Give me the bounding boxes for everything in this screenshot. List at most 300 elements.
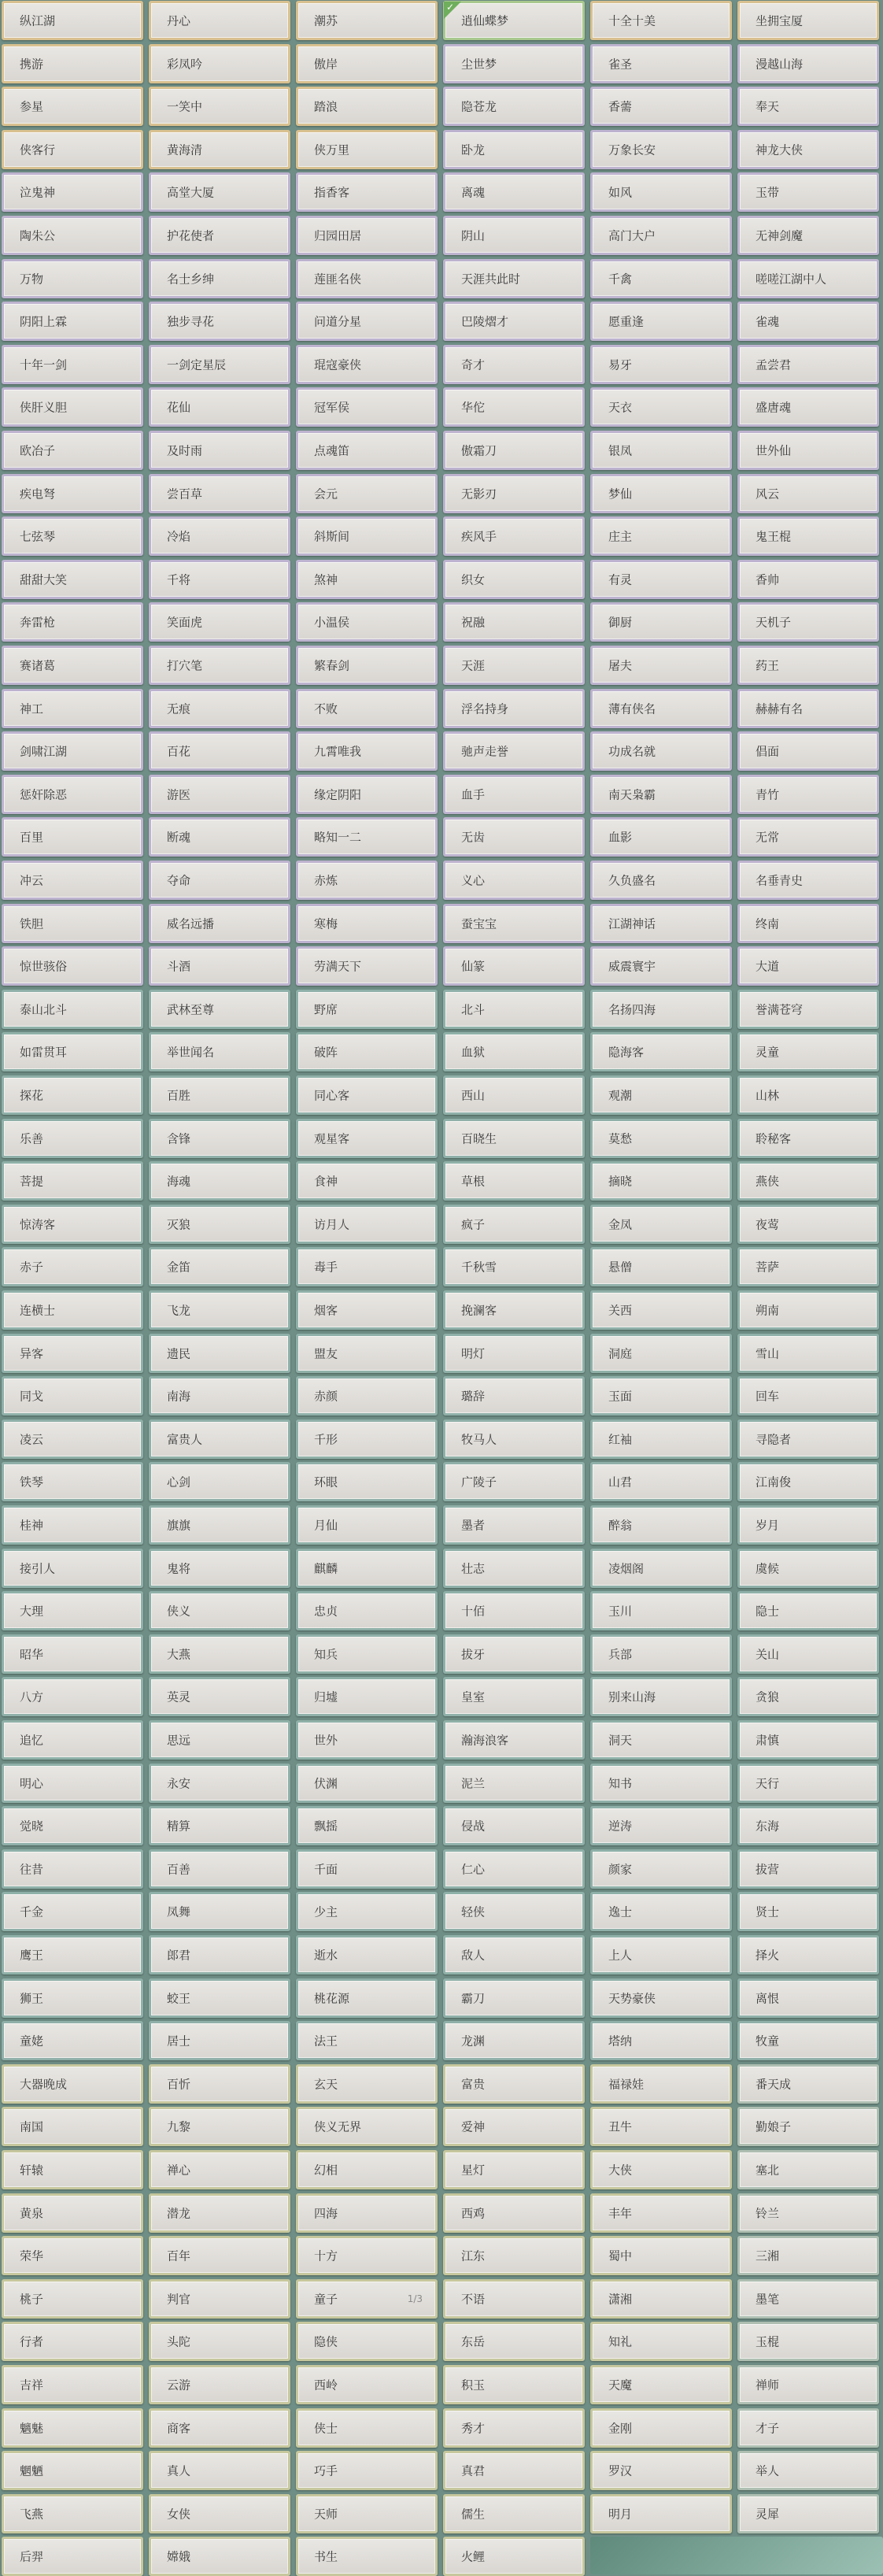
title-tile[interactable] [149, 387, 290, 427]
title-tile[interactable] [296, 1462, 438, 1501]
title-tile[interactable] [149, 2408, 290, 2448]
title-tile[interactable] [737, 216, 879, 255]
title-tile[interactable] [2, 1, 143, 40]
title-tile[interactable] [149, 516, 290, 556]
title-tile[interactable] [443, 1205, 585, 1244]
title-tile[interactable] [2, 2365, 143, 2404]
title-tile[interactable] [443, 1075, 585, 1115]
title-tile[interactable] [443, 1677, 585, 1716]
title-tile[interactable] [590, 1505, 732, 1545]
title-tile[interactable] [149, 216, 290, 255]
title-tile[interactable] [2, 1290, 143, 1330]
title-tile[interactable] [443, 2322, 585, 2361]
title-tile[interactable] [2, 2494, 143, 2533]
title-tile[interactable] [443, 87, 585, 126]
title-tile[interactable] [296, 2064, 438, 2104]
title-tile[interactable] [2, 1549, 143, 1588]
title-tile[interactable] [737, 1677, 879, 1716]
title-tile[interactable] [296, 2365, 438, 2404]
title-tile[interactable] [590, 302, 732, 341]
title-tile[interactable] [296, 345, 438, 384]
title-tile[interactable] [443, 861, 585, 900]
title-tile[interactable] [2, 345, 143, 384]
title-tile[interactable] [443, 775, 585, 814]
title-tile[interactable] [149, 2451, 290, 2490]
title-tile[interactable] [737, 1205, 879, 1244]
title-tile[interactable] [2, 2236, 143, 2275]
title-tile[interactable] [2, 2408, 143, 2448]
title-tile[interactable] [443, 1978, 585, 2018]
title-tile[interactable] [2, 1505, 143, 1545]
title-tile[interactable] [2, 2021, 143, 2060]
title-tile[interactable] [737, 2408, 879, 2448]
title-tile[interactable] [590, 2021, 732, 2060]
title-tile[interactable] [443, 516, 585, 556]
title-tile[interactable] [443, 1549, 585, 1588]
title-tile[interactable] [296, 1849, 438, 1889]
title-tile[interactable] [443, 172, 585, 212]
title-tile[interactable] [590, 1376, 732, 1416]
title-tile[interactable] [296, 1032, 438, 1071]
title-tile[interactable] [2, 1376, 143, 1416]
title-tile[interactable] [590, 431, 732, 470]
title-tile[interactable] [590, 1205, 732, 1244]
title-tile[interactable] [590, 1419, 732, 1459]
title-tile[interactable] [590, 2064, 732, 2104]
title-tile[interactable] [149, 2322, 290, 2361]
title-tile[interactable] [296, 1720, 438, 1760]
title-tile[interactable] [443, 1119, 585, 1158]
title-tile[interactable] [737, 1, 879, 40]
title-tile[interactable] [296, 1290, 438, 1330]
title-tile[interactable] [296, 2150, 438, 2189]
title-tile[interactable] [149, 1634, 290, 1674]
title-tile[interactable] [2, 259, 143, 298]
title-tile[interactable] [149, 560, 290, 599]
title-tile[interactable] [590, 775, 732, 814]
title-tile[interactable] [296, 560, 438, 599]
title-tile[interactable] [590, 2322, 732, 2361]
title-tile[interactable] [149, 1677, 290, 1716]
title-tile[interactable] [149, 1892, 290, 1931]
title-tile[interactable] [2, 1419, 143, 1459]
title-tile[interactable] [2, 1032, 143, 1071]
title-tile[interactable] [443, 689, 585, 728]
title-tile[interactable] [737, 946, 879, 986]
title-tile[interactable] [737, 2494, 879, 2533]
title-tile[interactable] [737, 1419, 879, 1459]
title-tile[interactable] [296, 387, 438, 427]
title-tile[interactable] [443, 1161, 585, 1201]
title-tile[interactable] [149, 302, 290, 341]
title-tile[interactable] [149, 2150, 290, 2189]
title-tile[interactable] [737, 1806, 879, 1845]
title-tile[interactable] [737, 345, 879, 384]
title-tile[interactable] [443, 990, 585, 1029]
title-tile[interactable] [149, 1032, 290, 1071]
title-tile[interactable] [149, 2021, 290, 2060]
title-tile[interactable] [2, 861, 143, 900]
title-tile[interactable] [2, 731, 143, 771]
title-tile[interactable] [590, 731, 732, 771]
title-tile[interactable] [149, 1161, 290, 1201]
title-tile[interactable] [149, 2064, 290, 2104]
title-tile[interactable] [443, 259, 585, 298]
title-tile[interactable] [443, 345, 585, 384]
title-tile[interactable] [443, 2494, 585, 2533]
title-tile[interactable] [2, 817, 143, 857]
title-tile[interactable] [590, 1161, 732, 1201]
title-tile[interactable] [443, 2193, 585, 2233]
title-tile[interactable] [737, 474, 879, 513]
title-tile[interactable] [443, 2279, 585, 2319]
title-tile[interactable] [296, 1634, 438, 1674]
title-tile[interactable] [296, 2408, 438, 2448]
title-tile[interactable] [296, 689, 438, 728]
title-tile[interactable] [2, 2451, 143, 2490]
title-tile[interactable] [443, 817, 585, 857]
title-tile[interactable] [296, 731, 438, 771]
title-tile[interactable] [443, 646, 585, 685]
title-tile[interactable] [149, 1376, 290, 1416]
title-tile[interactable] [149, 2193, 290, 2233]
title-tile[interactable] [443, 1419, 585, 1459]
title-tile[interactable] [2, 516, 143, 556]
title-tile[interactable] [149, 1419, 290, 1459]
title-tile[interactable] [2, 2322, 143, 2361]
title-tile[interactable] [737, 775, 879, 814]
title-tile[interactable] [590, 2236, 732, 2275]
title-tile[interactable] [2, 1764, 143, 1803]
title-tile[interactable] [443, 1376, 585, 1416]
title-tile[interactable] [2, 172, 143, 212]
title-tile[interactable] [737, 1032, 879, 1071]
title-tile[interactable] [296, 1161, 438, 1201]
title-tile[interactable] [443, 1462, 585, 1501]
title-tile[interactable] [2, 990, 143, 1029]
title-tile[interactable] [296, 2537, 438, 2576]
title-tile[interactable] [296, 1205, 438, 1244]
title-tile[interactable] [590, 387, 732, 427]
title-tile[interactable] [149, 2494, 290, 2533]
title-tile[interactable] [296, 1591, 438, 1630]
title-tile[interactable] [737, 431, 879, 470]
title-tile[interactable] [737, 560, 879, 599]
title-tile[interactable] [443, 1720, 585, 1760]
title-tile[interactable] [590, 474, 732, 513]
title-tile[interactable] [590, 345, 732, 384]
title-tile[interactable] [149, 1549, 290, 1588]
title-tile[interactable] [443, 1764, 585, 1803]
title-tile[interactable] [296, 2279, 438, 2319]
title-tile[interactable] [737, 1290, 879, 1330]
title-tile[interactable] [737, 861, 879, 900]
title-tile[interactable] [737, 904, 879, 943]
title-tile[interactable] [149, 990, 290, 1029]
title-tile[interactable] [737, 2279, 879, 2319]
title-tile[interactable] [149, 431, 290, 470]
title-tile[interactable] [149, 172, 290, 212]
title-tile[interactable] [443, 946, 585, 986]
title-tile[interactable] [737, 1978, 879, 2018]
title-tile[interactable] [2, 216, 143, 255]
title-tile[interactable] [443, 216, 585, 255]
title-tile[interactable] [149, 87, 290, 126]
title-tile[interactable] [296, 904, 438, 943]
title-tile[interactable] [296, 1075, 438, 1115]
title-tile[interactable] [296, 646, 438, 685]
title-tile[interactable] [443, 2107, 585, 2146]
title-tile[interactable] [296, 1247, 438, 1286]
title-tile[interactable] [590, 990, 732, 1029]
title-tile[interactable] [2, 946, 143, 986]
title-tile[interactable] [296, 775, 438, 814]
title-tile[interactable] [2, 1677, 143, 1716]
title-tile[interactable] [296, 1119, 438, 1158]
title-tile[interactable] [296, 1376, 438, 1416]
title-tile[interactable] [737, 1075, 879, 1115]
title-tile[interactable] [590, 1764, 732, 1803]
title-tile[interactable] [296, 2494, 438, 2533]
title-tile[interactable] [737, 731, 879, 771]
title-tile[interactable] [2, 602, 143, 642]
title-tile[interactable] [2, 775, 143, 814]
title-tile[interactable] [2, 646, 143, 685]
title-tile[interactable] [149, 1075, 290, 1115]
title-tile[interactable] [443, 302, 585, 341]
title-tile[interactable] [2, 2279, 143, 2319]
title-tile[interactable] [149, 1978, 290, 2018]
title-tile[interactable] [149, 1505, 290, 1545]
title-tile[interactable] [296, 2021, 438, 2060]
title-tile[interactable] [2, 387, 143, 427]
title-tile[interactable] [149, 1247, 290, 1286]
title-tile[interactable] [737, 2236, 879, 2275]
title-tile[interactable] [737, 387, 879, 427]
title-tile[interactable] [443, 431, 585, 470]
title-tile[interactable] [590, 1591, 732, 1630]
title-tile[interactable] [149, 1290, 290, 1330]
title-tile[interactable] [149, 602, 290, 642]
title-tile[interactable] [2, 1978, 143, 2018]
title-tile[interactable] [296, 1978, 438, 2018]
title-tile[interactable] [590, 2279, 732, 2319]
title-tile[interactable] [296, 87, 438, 126]
title-tile[interactable] [149, 2365, 290, 2404]
title-tile[interactable] [149, 345, 290, 384]
title-tile[interactable] [2, 560, 143, 599]
title-tile[interactable] [149, 259, 290, 298]
title-tile[interactable] [737, 44, 879, 83]
title-tile[interactable] [590, 1462, 732, 1501]
title-tile[interactable] [296, 2451, 438, 2490]
title-tile[interactable] [443, 1634, 585, 1674]
title-tile[interactable] [2, 431, 143, 470]
title-tile[interactable] [590, 2408, 732, 2448]
title-tile[interactable] [737, 1764, 879, 1803]
title-tile[interactable] [590, 946, 732, 986]
title-tile[interactable] [296, 216, 438, 255]
title-tile[interactable] [296, 44, 438, 83]
title-tile[interactable] [149, 2537, 290, 2576]
title-tile[interactable] [296, 2322, 438, 2361]
title-tile[interactable] [2, 1634, 143, 1674]
title-tile[interactable] [443, 1032, 585, 1071]
title-tile[interactable] [296, 2107, 438, 2146]
title-tile[interactable] [443, 1290, 585, 1330]
title-tile[interactable] [590, 1978, 732, 2018]
title-tile[interactable] [590, 1334, 732, 1373]
title-tile[interactable] [737, 1591, 879, 1630]
title-tile[interactable] [2, 474, 143, 513]
title-tile[interactable] [296, 431, 438, 470]
title-tile[interactable] [443, 602, 585, 642]
title-tile[interactable] [590, 817, 732, 857]
title-tile[interactable] [296, 946, 438, 986]
title-tile[interactable] [737, 1935, 879, 1975]
title-tile[interactable] [2, 1161, 143, 1201]
title-tile[interactable] [590, 2107, 732, 2146]
title-tile[interactable] [296, 817, 438, 857]
title-tile[interactable] [737, 2107, 879, 2146]
title-tile[interactable] [443, 904, 585, 943]
title-tile[interactable] [737, 130, 879, 169]
title-tile[interactable] [737, 516, 879, 556]
title-tile[interactable] [737, 1849, 879, 1889]
title-tile[interactable] [590, 602, 732, 642]
title-tile[interactable] [296, 1505, 438, 1545]
title-tile[interactable] [296, 302, 438, 341]
title-tile[interactable] [296, 602, 438, 642]
title-tile[interactable] [443, 474, 585, 513]
title-tile[interactable] [296, 861, 438, 900]
title-tile[interactable] [149, 474, 290, 513]
title-tile[interactable] [737, 1505, 879, 1545]
title-tile[interactable] [149, 904, 290, 943]
title-tile[interactable] [149, 1720, 290, 1760]
title-tile[interactable] [590, 1119, 732, 1158]
title-tile[interactable] [443, 1, 585, 40]
title-tile[interactable] [443, 2064, 585, 2104]
title-tile[interactable] [737, 1720, 879, 1760]
title-tile[interactable] [590, 2451, 732, 2490]
title-tile[interactable] [296, 1334, 438, 1373]
title-tile[interactable] [296, 2236, 438, 2275]
title-tile[interactable] [443, 1505, 585, 1545]
title-tile[interactable] [737, 172, 879, 212]
title-tile[interactable] [590, 689, 732, 728]
title-tile[interactable] [737, 1334, 879, 1373]
title-tile[interactable] [443, 2451, 585, 2490]
title-tile[interactable] [149, 946, 290, 986]
title-tile[interactable] [737, 87, 879, 126]
title-tile[interactable] [2, 2064, 143, 2104]
title-tile[interactable] [149, 2107, 290, 2146]
title-tile[interactable] [737, 1462, 879, 1501]
title-tile[interactable] [443, 1334, 585, 1373]
title-tile[interactable] [590, 1075, 732, 1115]
title-tile[interactable] [149, 2279, 290, 2319]
title-tile[interactable] [149, 1334, 290, 1373]
title-tile[interactable] [737, 817, 879, 857]
title-tile[interactable] [2, 1806, 143, 1845]
title-tile[interactable] [149, 775, 290, 814]
title-tile[interactable] [737, 602, 879, 642]
title-tile[interactable] [590, 259, 732, 298]
title-tile[interactable] [149, 1764, 290, 1803]
title-tile[interactable] [443, 387, 585, 427]
title-tile[interactable] [149, 1119, 290, 1158]
title-tile[interactable] [2, 1849, 143, 1889]
title-tile[interactable] [149, 44, 290, 83]
title-tile[interactable] [443, 1892, 585, 1931]
title-tile[interactable] [296, 1764, 438, 1803]
title-tile[interactable] [443, 2537, 585, 2576]
title-tile[interactable] [149, 817, 290, 857]
title-tile[interactable] [737, 1161, 879, 1201]
title-tile[interactable] [149, 861, 290, 900]
title-tile[interactable] [443, 1806, 585, 1845]
title-tile[interactable] [296, 516, 438, 556]
title-tile[interactable] [296, 1892, 438, 1931]
title-tile[interactable] [2, 904, 143, 943]
title-tile[interactable] [296, 474, 438, 513]
title-tile[interactable] [590, 1, 732, 40]
title-tile[interactable] [2, 87, 143, 126]
title-tile[interactable] [590, 1892, 732, 1931]
title-tile[interactable] [590, 560, 732, 599]
title-tile[interactable] [296, 1419, 438, 1459]
title-tile[interactable] [149, 1, 290, 40]
title-tile[interactable] [590, 1549, 732, 1588]
title-tile[interactable] [590, 216, 732, 255]
title-tile[interactable] [2, 1591, 143, 1630]
title-tile[interactable] [737, 689, 879, 728]
title-tile[interactable] [590, 1806, 732, 1845]
title-tile[interactable] [737, 2322, 879, 2361]
title-tile[interactable] [149, 1806, 290, 1845]
title-tile[interactable] [2, 1119, 143, 1158]
title-tile[interactable] [2, 44, 143, 83]
title-tile[interactable] [737, 1376, 879, 1416]
title-tile[interactable] [737, 2021, 879, 2060]
title-tile[interactable] [2, 1720, 143, 1760]
title-tile[interactable] [2, 1075, 143, 1115]
title-tile[interactable] [2, 1892, 143, 1931]
title-tile[interactable] [296, 1677, 438, 1716]
title-tile[interactable] [590, 1032, 732, 1071]
title-tile[interactable] [590, 2365, 732, 2404]
title-tile[interactable] [149, 689, 290, 728]
title-tile[interactable] [590, 904, 732, 943]
title-tile[interactable] [737, 1634, 879, 1674]
title-tile[interactable] [590, 1247, 732, 1286]
title-tile[interactable] [296, 130, 438, 169]
title-tile[interactable] [443, 1591, 585, 1630]
title-tile[interactable] [2, 689, 143, 728]
title-tile[interactable] [149, 731, 290, 771]
title-tile[interactable] [2, 302, 143, 341]
title-tile[interactable] [443, 130, 585, 169]
title-tile[interactable] [737, 2150, 879, 2189]
title-tile[interactable] [737, 1892, 879, 1931]
title-tile[interactable] [590, 1677, 732, 1716]
title-tile[interactable] [443, 731, 585, 771]
title-tile[interactable] [149, 1591, 290, 1630]
title-tile[interactable] [2, 2193, 143, 2233]
title-tile[interactable] [296, 2193, 438, 2233]
title-tile[interactable] [590, 87, 732, 126]
